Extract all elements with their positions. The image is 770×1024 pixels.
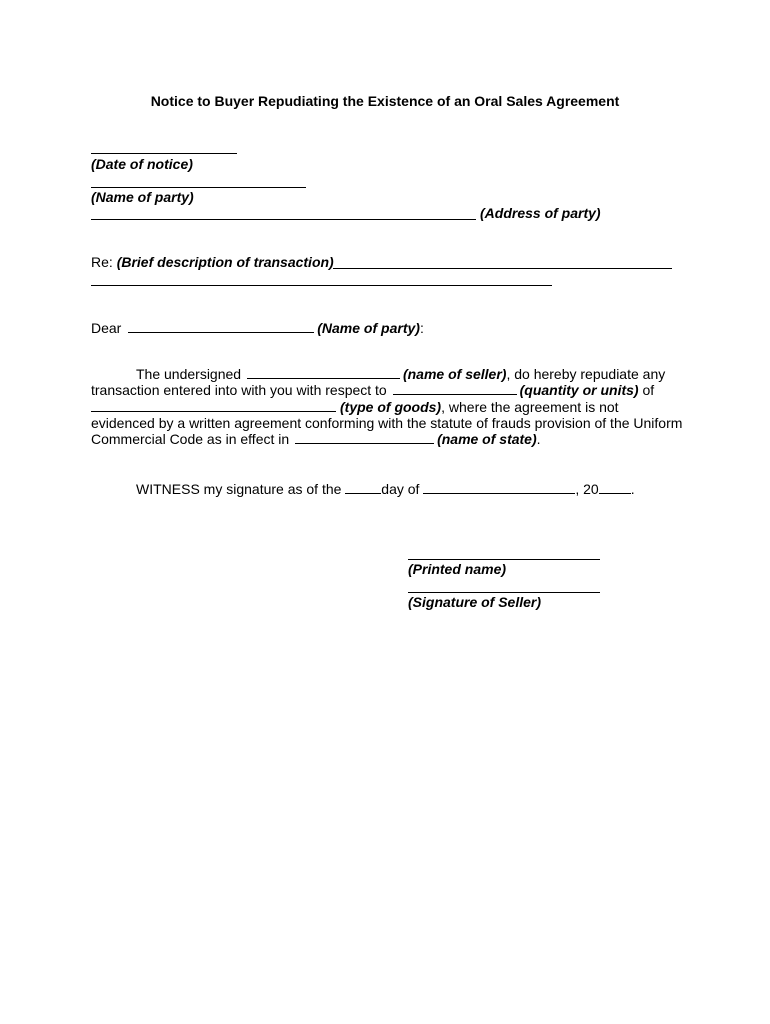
signature-label: (Signature of Seller) xyxy=(408,594,542,610)
address-label: (Address of party) xyxy=(480,205,601,221)
goods-label: (type of goods) xyxy=(340,399,442,415)
date-label: (Date of notice) xyxy=(91,156,193,172)
address-blank[interactable] xyxy=(91,219,476,220)
name-blank[interactable] xyxy=(91,187,306,188)
name-label: (Name of party) xyxy=(91,189,194,205)
quantity-blank[interactable] xyxy=(393,382,517,395)
re-line xyxy=(91,254,334,271)
quantity-label: (quantity or units) xyxy=(519,382,639,398)
printed-name-blank[interactable] xyxy=(408,559,600,560)
witness-year-text: , 20 xyxy=(575,481,599,497)
signature-blank[interactable] xyxy=(408,592,600,593)
body-line-5 xyxy=(91,431,541,448)
re-label: (Brief description of transaction) xyxy=(116,254,334,270)
witness-end: . xyxy=(630,481,635,497)
re-blank-2[interactable] xyxy=(91,285,552,286)
body-l1-start: The undersigned xyxy=(136,366,242,382)
re-prefix: Re: xyxy=(91,254,113,270)
salutation-colon: : xyxy=(419,320,424,336)
seller-label: (name of seller) xyxy=(402,366,507,382)
witness-year-blank[interactable] xyxy=(599,481,631,494)
body-l3-end: , where the agreement is not xyxy=(441,399,619,415)
witness-month-blank[interactable] xyxy=(423,481,575,494)
seller-blank[interactable] xyxy=(247,366,400,379)
witness-day-text: day of xyxy=(381,481,420,497)
witness-line xyxy=(136,481,635,498)
body-l2-start: transaction entered into with you with respect to xyxy=(91,382,387,398)
salutation xyxy=(91,320,424,337)
body-l1-end: , do hereby repudiate any xyxy=(506,366,666,382)
body-line-3 xyxy=(91,399,619,416)
body-line-2 xyxy=(91,382,654,399)
dear-text: Dear xyxy=(91,320,122,336)
body-line-1 xyxy=(136,366,665,383)
body-line-4: evidenced by a written agreement conforming with the statute of frauds provision of the Uniform xyxy=(91,415,683,431)
salutation-name-label: (Name of party) xyxy=(317,320,420,336)
witness-start: WITNESS my signature as of the xyxy=(136,481,342,497)
state-label: (name of state) xyxy=(437,431,537,447)
state-blank[interactable] xyxy=(295,431,434,444)
body-l2-end: of xyxy=(642,382,655,398)
printed-name-label: (Printed name) xyxy=(408,561,507,577)
document-title: Notice to Buyer Repudiating the Existence of an Oral Sales Agreement xyxy=(150,93,620,109)
body-l5-start: Commercial Code as in effect in xyxy=(91,431,290,447)
witness-day-blank[interactable] xyxy=(345,481,381,494)
goods-blank[interactable] xyxy=(91,399,336,412)
salutation-blank[interactable] xyxy=(128,320,314,333)
re-blank-1[interactable] xyxy=(333,268,672,269)
body-l5-end: . xyxy=(536,431,541,447)
date-blank[interactable] xyxy=(91,153,237,154)
